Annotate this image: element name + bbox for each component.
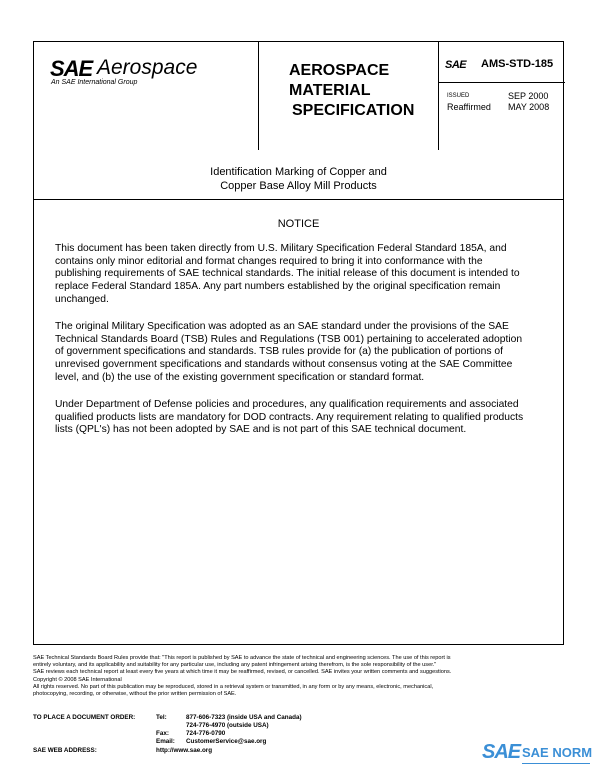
spec-title-line-2: MATERIAL — [289, 82, 371, 99]
text-line: of government specifications and standards. TSB rules provide for (a) the publication of portions of — [55, 346, 503, 358]
text-line: replace Federal Standard 185A. Any part numbers established by the original specification remain — [55, 281, 501, 293]
issued-label: ISSUED — [447, 93, 470, 99]
order-label: TO PLACE A DOCUMENT ORDER: — [33, 714, 136, 721]
document-title — [34, 150, 563, 200]
reaffirmed-label: Reaffirmed — [447, 102, 491, 112]
web-link[interactable]: http://www.sae.org — [156, 747, 213, 754]
notice-paragraph-2 — [55, 321, 547, 385]
text-line: This document has been taken directly from U.S. Military Specification Federal Standard 185A, and — [55, 243, 507, 254]
text-line: unrevised government specifications and standards without consensus voting at the SAE Committee — [55, 359, 513, 371]
footer-line: SAE reviews each technical report at least every five years at which time it may be reaffirmed, revised, or cancelled. SAE invites your written comments and suggestions. — [33, 669, 452, 676]
reaffirmed-date: MAY 2008 — [508, 102, 550, 112]
sae-norm-watermark — [482, 741, 594, 771]
email-link[interactable]: CustomerService@sae.org — [186, 738, 267, 745]
spec-title-cell — [259, 42, 439, 150]
text-line: The original Military Specification was adopted as an SAE standard under the provisions of the SAE — [55, 321, 509, 332]
text-line: lists (QPL's) has not been adopted by SAE and is not part of this SAE technical document. — [55, 424, 467, 436]
watermark-sae-logo: SAE — [482, 741, 521, 763]
footer-legal — [33, 655, 564, 698]
spec-title-line-1: AEROSPACE — [289, 62, 390, 79]
fax-number: 724-776-0790 — [186, 730, 226, 737]
text-line: qualified products lists are mandatory for DOD contracts. Any requirement relating to qualified products — [55, 411, 524, 423]
aerospace-wordmark: Aerospace — [97, 56, 198, 79]
issued-date: SEP 2000 — [508, 91, 549, 101]
tel-inside: 877-606-7323 (inside USA and Canada) — [186, 714, 302, 721]
text-line: level, and (b) the use of the existing government specification or standard format. — [55, 371, 425, 383]
notice-heading: NOTICE — [277, 218, 320, 230]
tel-outside: 724-776-4970 (outside USA) — [186, 722, 269, 729]
notice-paragraph-1 — [55, 243, 547, 307]
text-line: Technical Standards Board (TSB) Rules and Regulations (TSB 001) pertaining to accelerated adoption — [55, 333, 523, 345]
sae-logo: SAE — [50, 56, 93, 81]
logo-subtitle: An SAE International Group — [51, 79, 138, 86]
sae-mark: SAE — [445, 59, 467, 71]
title-line-1: Identification Marking of Copper and — [210, 166, 387, 178]
text-line: publishing requirements of SAE technical standards. The initial release of this document is intended to — [55, 268, 520, 280]
watermark-text: SAE NORM — [522, 745, 593, 760]
text-line: Under Department of Defense policies and procedures, any qualification requirements and associated — [55, 399, 519, 410]
text-line: unchanged. — [55, 293, 109, 305]
email-label: Email: — [156, 738, 175, 745]
logo-cell — [34, 42, 259, 150]
notice-paragraph-3 — [55, 399, 547, 437]
spec-title-line-3: SPECIFICATION — [292, 102, 415, 119]
doc-info-cell — [439, 42, 565, 150]
document-number: AMS-STD-185 — [481, 58, 554, 70]
footer-line: All rights reserved. No part of this publication may be reproduced, stored in a retrieval system or transmitted, in any form or by any means, electronic, mechanical, — [33, 683, 434, 690]
footer-line: entirely voluntary, and its applicability and suitability for any particular use, including any patent infringement arising therefrom, is the sole responsibility of the user." — [33, 662, 437, 669]
footer-line: photocopying, recording, or otherwise, without the prior written permission of SAE. — [33, 691, 237, 698]
footer-line: SAE Technical Standards Board Rules provide that: "This report is published by SAE to advance the state of technical and engineering sciences. The use of this report is — [33, 655, 451, 661]
web-label: SAE WEB ADDRESS: — [33, 747, 97, 754]
title-line-2: Copper Base Alloy Mill Products — [220, 180, 377, 192]
watermark-rule — [522, 763, 590, 764]
footer-line: Copyright © 2008 SAE International — [33, 676, 122, 683]
tel-label: Tel: — [156, 714, 167, 721]
fax-label: Fax: — [156, 730, 169, 737]
divider — [439, 82, 565, 83]
document-frame — [33, 41, 564, 645]
text-line: contains only minor editorial and format changes required to bring it into conformance with the — [55, 255, 483, 267]
